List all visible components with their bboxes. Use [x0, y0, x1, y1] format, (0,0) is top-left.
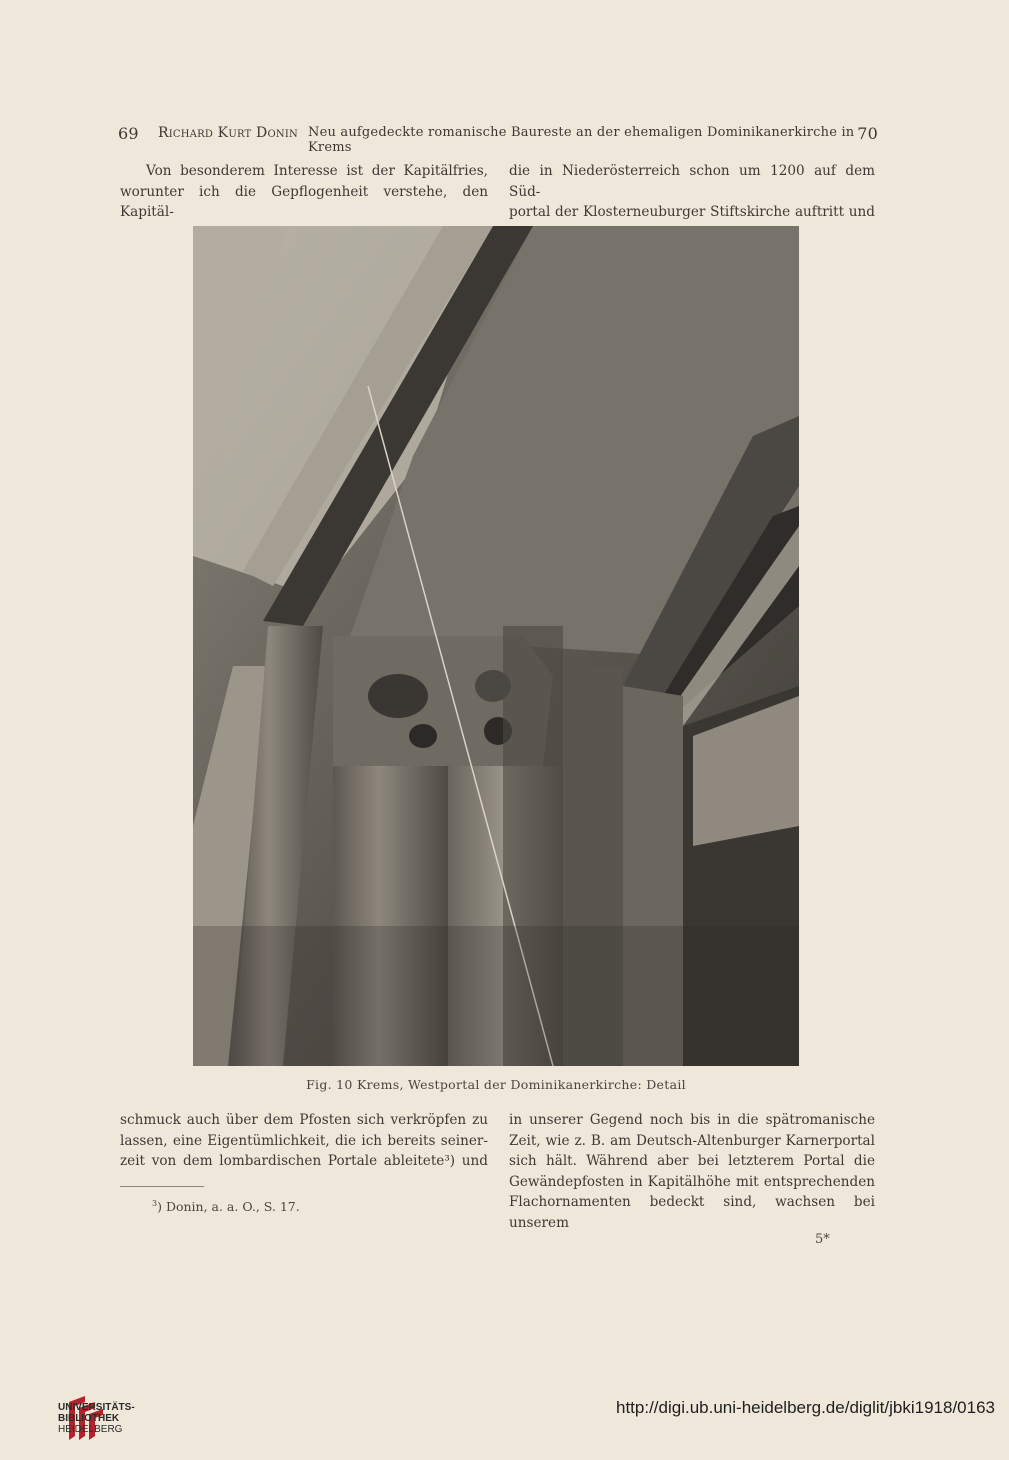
- bottom-right-column: [509, 1110, 875, 1233]
- page-number-left: 69: [118, 124, 139, 143]
- library-line-3: HEIDELBERG: [58, 1424, 123, 1435]
- footnote-marker: 3: [152, 1199, 158, 1208]
- text-line: schmuck auch über dem Pfosten sich verkröpfen zu: [120, 1112, 488, 1128]
- signature-mark: 5*: [815, 1232, 830, 1247]
- footnote-text: ) Donin, a. a. O., S. 17.: [157, 1199, 300, 1215]
- library-line-2: BIBLIOTHEK: [58, 1413, 120, 1424]
- text-line: Von besonderem Interesse ist der Kapitälfries,: [146, 163, 488, 179]
- top-left-column: [120, 161, 488, 223]
- bottom-left-column: [120, 1110, 488, 1172]
- figure-photograph: [193, 226, 799, 1066]
- text-line: Zeit, wie z. B. am Deutsch-Altenburger Karnerportal: [509, 1132, 875, 1149]
- text-line: die in Niederösterreich schon um 1200 auf dem Süd-: [509, 163, 875, 200]
- library-line-1: UNIVERSITÄTS-: [58, 1402, 135, 1413]
- library-name: [58, 1402, 135, 1435]
- text-line: lassen, eine Eigentümlichkeit, die ich bereits seiner-: [120, 1132, 488, 1149]
- page-number-right: 70: [857, 124, 878, 143]
- top-right-column: [509, 161, 875, 223]
- text-line: Gewändepfosten in Kapitälhöhe mit entsprechenden: [509, 1173, 875, 1190]
- portal-detail-photo: [193, 226, 799, 1066]
- text-line: portal der Klosterneuburger Stiftskirche auftritt und: [509, 204, 875, 220]
- text-line: worunter ich die Gepflogenheit verstehe, den Kapitäl-: [120, 183, 488, 220]
- text-line: Flachornamenten bedeckt sind, wachsen bei unserem: [509, 1194, 875, 1231]
- text-line: zeit von dem lombardischen Portale ableitete³) und: [120, 1153, 488, 1169]
- figure-caption: Fig. 10 Krems, Westportal der Dominikanerkirche: Detail: [306, 1077, 686, 1092]
- footnote: [152, 1199, 300, 1214]
- header-author: Richard Kurt Donin: [158, 125, 298, 141]
- running-header: [118, 124, 878, 155]
- text-line: in unserer Gegend noch bis in die spätromanische: [509, 1112, 875, 1128]
- footnote-rule: [120, 1186, 204, 1187]
- header-title: Neu aufgedeckte romanische Baureste an der ehemaligen Dominikanerkirche in Krems: [308, 125, 855, 155]
- text-line: sich hält. Während aber bei letzterem Portal die: [509, 1153, 875, 1169]
- source-url[interactable]: http://digi.ub.uni-heidelberg.de/diglit/jbki1918/0163: [616, 1398, 995, 1417]
